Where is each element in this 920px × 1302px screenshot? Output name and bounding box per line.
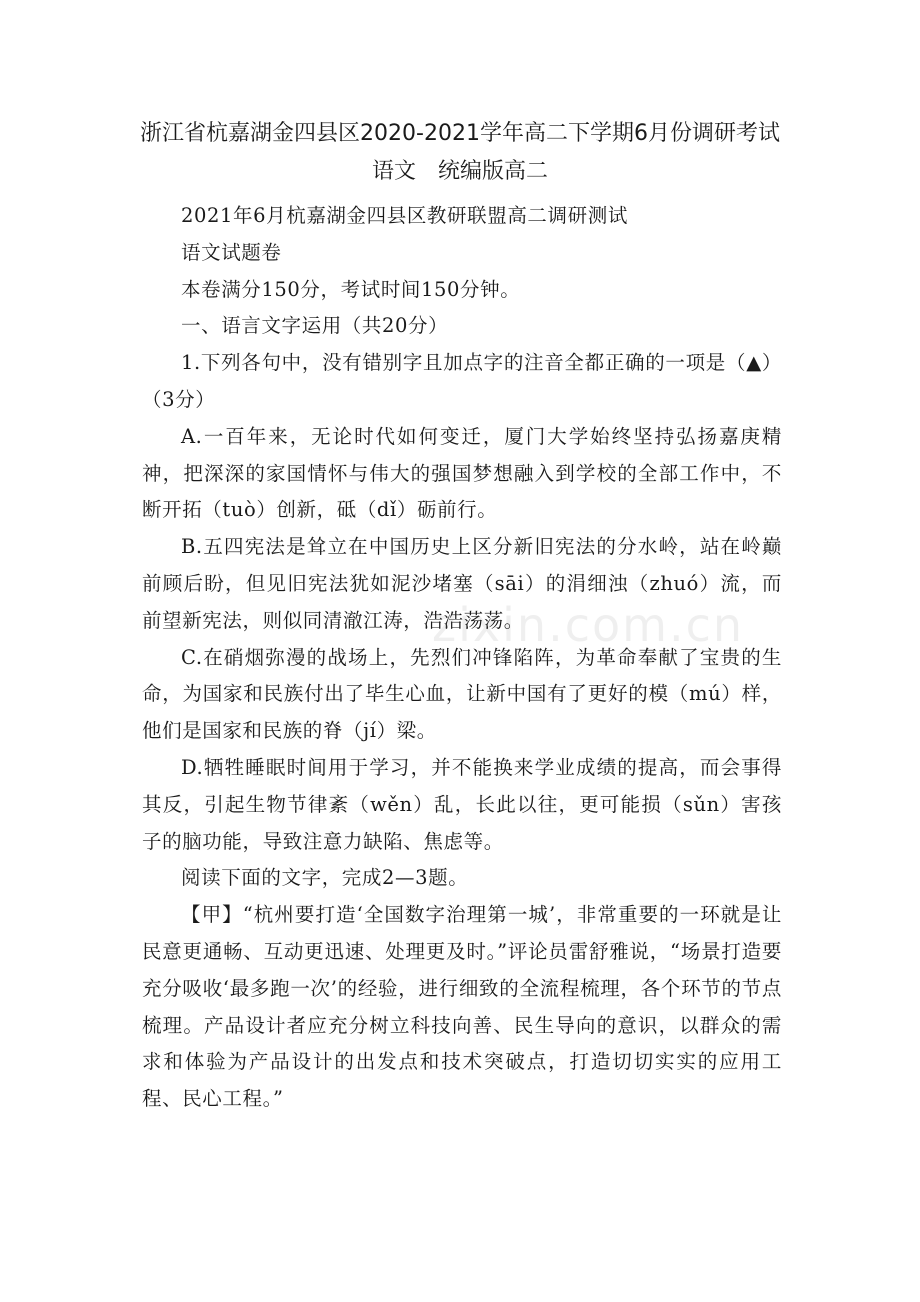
exam-header: 2021年6月杭嘉湖金四县区教研联盟高二调研测试 [181, 204, 628, 227]
exam-info: 本卷满分150分，考试时间150分钟。 [181, 277, 521, 301]
reading-instruction: 阅读下面的文字，完成2—3题。 [181, 866, 469, 890]
document-title: 浙江省杭嘉湖金四县区2020-2021学年高二下学期6月份调研考试 [140, 121, 780, 146]
reading-passage-jia: 【甲】“杭州要打造‘全国数字治理第一城’，非常重要的一环就是让民意更通畅、互动更迅速、处理更及时。”评论员雷舒雅说，“场景打造要充分吸收‘最多跑一次’的经验，进行细致的全流程梳理，各个环节的节点梳理。产品设计者应充分树立科技向善、民生导向的意识，以群众的需求和体验为产品设计的出发点和技术突破点，打造切切实实的应用工程、民心工程。” [142, 903, 782, 1111]
document-body [142, 198, 782, 1118]
option-d: D.牺牲睡眠时间用于学习，并不能换来学业成绩的提高，而会事得其反，引起生物节律紊（wěn）乱，长此以往，更可能损（sǔn）害孩子的脑功能，导致注意力缺陷、焦虑等。 [142, 755, 782, 853]
paper-name: 语文试题卷 [181, 240, 282, 264]
section-heading: 一、语言文字运用（共20分） [181, 314, 449, 338]
watermark: zixin.com.cn [432, 598, 745, 652]
document-subtitle: 语文 统编版高二 [371, 159, 548, 184]
option-c: C.在硝烟弥漫的战场上，先烈们冲锋陷阵，为革命奉献了宝贵的生命，为国家和民族付出了毕生心血，让新中国有了更好的模（mú）样，他们是国家和民族的脊（jí）梁。 [142, 645, 782, 743]
option-a: A.一百年来，无论时代如何变迁，厦门大学始终坚持弘扬嘉庚精神，把深深的家国情怀与伟大的强国梦想融入到学校的全部工作中，不断开拓（tuò）创新，砥（dǐ）砺前行。 [142, 424, 782, 522]
option-b: B.五四宪法是耸立在中国历史上区分新旧宪法的分水岭，站在岭巅前顾后盼，但见旧宪法犹如泥沙堵塞（sāi）的涓细浊（zhuó）流，而前望新宪法，则似同清澈江涛，浩浩荡荡。 [142, 535, 782, 632]
question-1: 1.下列各句中，没有错别字且加点字的注音全都正确的一项是（▲）（3分） [142, 351, 782, 411]
